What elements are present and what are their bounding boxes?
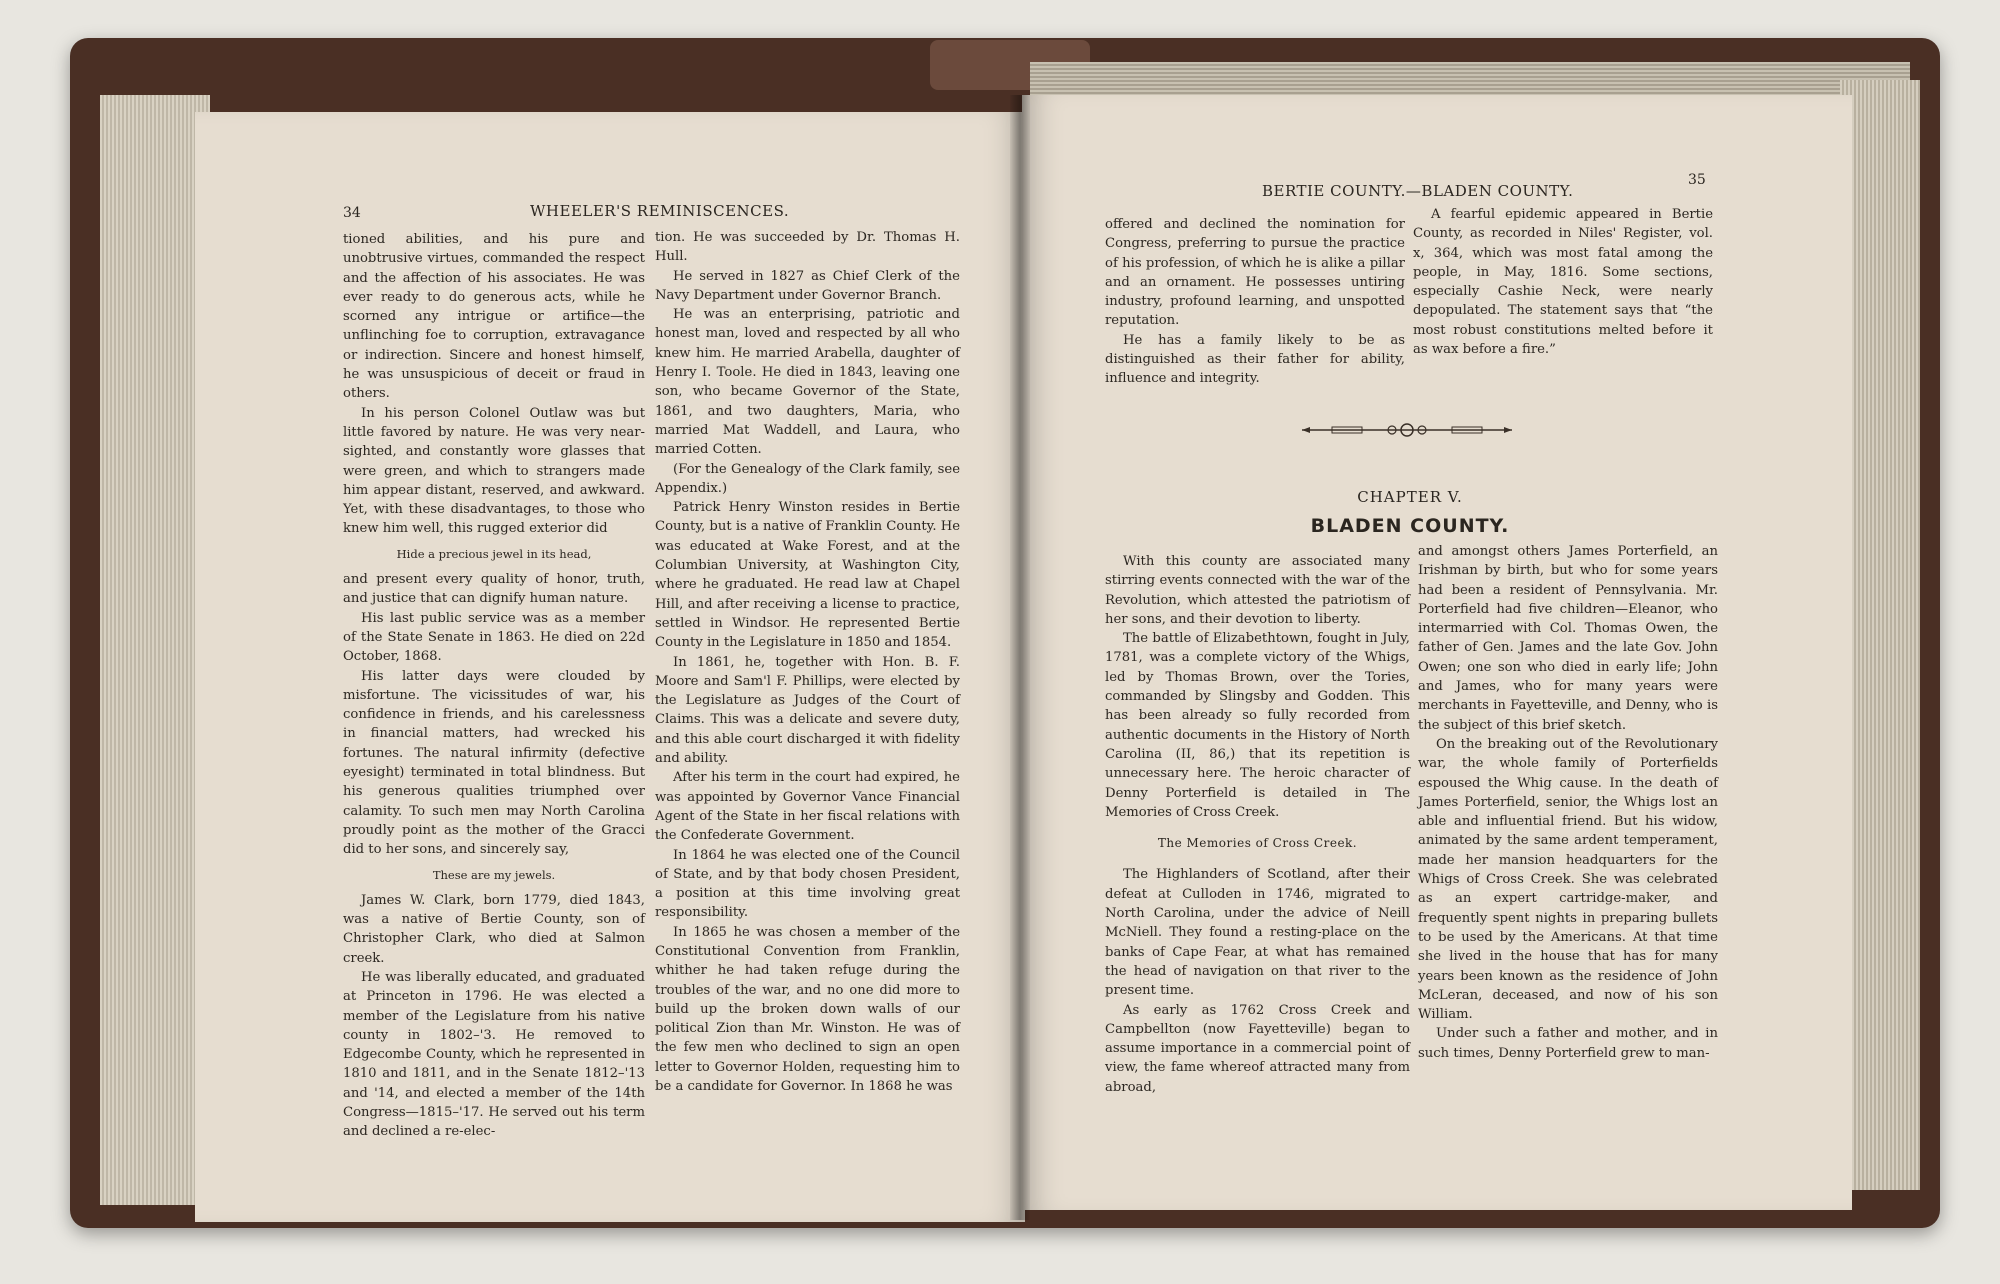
right-page-edges xyxy=(1840,80,1920,1190)
paragraph: Patrick Henry Winston resides in Bertie County, but is a native of Franklin County. He was educated at Wake Forest, and at the Columbian University, at Washington City, where he graduated. He read law at Chapel Hill, and after receiving a license to practice, settled in Windsor. He represented Bertie County in the Legislature in 1850 and 1854. xyxy=(655,500,961,651)
paragraph: He was an enterprising, patriotic and honest man, loved and respected by all who knew him. He married Arabella, daughter of Henry I. Toole. He died in 1843, leaving one son, who became Governor of the State, 1861, and two daughters, Maria, who married Mat Waddell, and Laura, who married Cotten. xyxy=(655,307,960,458)
paragraph: In 1864 he was elected one of the Council of State, and by that body chosen President, a position at this time involving great responsibility. xyxy=(655,847,960,921)
left-page-number: 34 xyxy=(343,205,361,221)
ornament-divider xyxy=(1302,420,1512,440)
paragraph: He was liberally educated, and graduated at Princeton in 1796. He was elected a member of the Legislature from his native county in 1802–'3. He removed to Edgecombe County, which he represented in 1810 and 1811, and in the Senate 1812–'13 and '14, and elected a member of the 14th Congress—1815–'17. He served out his term and declined a re-elec- xyxy=(343,969,645,1140)
right-column-1 xyxy=(1105,552,1410,1095)
left-running-head: WHEELER'S REMINISCENCES. xyxy=(530,202,790,220)
paragraph: In 1865 he was chosen a member of the Constitutional Convention from Franklin, whither he had taken refuge during the troubles of the war, and no one did more to build up the broken down walls of our political Zion than Mr. Winston. He was of the few men who declined to sign an open letter to Governor Holden, requesting him to be a candidate for Governor. In 1868 he was xyxy=(655,924,960,1095)
paragraph: tion. He was succeeded by Dr. Thomas H. Hull. xyxy=(655,230,960,265)
paragraph: The battle of Elizabethtown, fought in July, 1781, was a complete victory of the Whigs, led by Thomas Brown, over the Tories, commanded by Slingsby and Godden. This has been already so fully recorded from authentic documents in the History of North Carolina (II, 86,) that its repetition is unnecessary here. The heroic character of Denny Porterfield is detailed in The Memories of Cross Creek. xyxy=(1105,631,1410,820)
paragraph: He has a family likely to be as distinguished as their father for ability, influence and integrity. xyxy=(1105,332,1405,387)
paragraph: After his term in the court had expired, he was appointed by Governor Vance Financial Agent of the State in her fiscal relations with the Confederate Government. xyxy=(655,770,960,844)
paragraph: (For the Genealogy of the Clark family, see Appendix.) xyxy=(655,461,960,496)
right-running-head: BERTIE COUNTY.—BLADEN COUNTY. xyxy=(1262,182,1574,200)
paragraph: Under such a father and mother, and in such times, Denny Porterfield grew to man- xyxy=(1418,1026,1718,1061)
right-top-column-1 xyxy=(1105,215,1405,387)
paragraph: He served in 1827 as Chief Clerk of the Navy Department under Governor Branch. xyxy=(655,268,960,303)
paragraph: In 1861, he, together with Hon. B. F. Moore and Sam'l F. Phillips, were elected by the Legislature as Judges of the Court of Claims. This was a delicate and severe duty, and this able court discharged it with fidelity and ability. xyxy=(655,654,960,767)
left-column-2 xyxy=(655,228,961,1095)
paragraph: tioned abilities, and his pure and unobtrusive virtues, commanded the respect and the affection of his associates. He was ever ready to do generous acts, while he scorned any intrigue or artifice—the unflinching foe to corruption, extravagance or indirection. Sincere and honest himself, he was unsuspicious of deceit or fraud in others. xyxy=(343,232,645,402)
quote-line: These are my jewels. xyxy=(432,867,556,882)
right-column-2 xyxy=(1418,542,1718,1061)
paragraph: offered and declined the nomination for Congress, preferring to pursue the practice of his profession, of which he is alike a pillar and an ornament. He possesses untiring industry, profound learning, and unspotted reputation. xyxy=(1105,217,1405,329)
right-top-column-2 xyxy=(1413,205,1713,365)
paragraph: James W. Clark, born 1779, died 1843, was a native of Bertie County, son of Christopher Clark, who died at Salmon creek. xyxy=(343,892,645,966)
left-page-edges xyxy=(100,95,210,1205)
quote-line: Hide a precious jewel in its head, xyxy=(396,546,592,561)
paragraph: and present every quality of honor, truth, and justice that can dignify human nature. xyxy=(343,572,645,607)
section-subheading: The Memories of Cross Creek. xyxy=(1157,836,1358,851)
right-page-number: 35 xyxy=(1688,172,1706,188)
paragraph: On the breaking out of the Revolutionary war, the whole family of Porterfields espoused the Whig cause. In the death of James Porterfield, senior, the Whigs lost an able and influential friend. But his widow, animated by the same ardent temperament, made her mansion headquarters for the Whigs of Cross Creek. She was celebrated as an expert cartridge-maker, and frequently spent nights in preparing bullets to be used by the Americans. At that time she lived in the house that has for many years been known as the residence of John McLeran, deceased, and now of his son William. xyxy=(1418,736,1718,1023)
paragraph: In his person Colonel Outlaw was but little favored by nature. He was very near-sighted, and constantly wore glasses that were green, and which to strangers made him appear distant, reserved, and awkward. Yet, with these disadvantages, to those who knew him well, this rugged exterior did xyxy=(343,405,645,537)
book-gutter xyxy=(1010,95,1030,1220)
chapter-title: BLADEN COUNTY. xyxy=(1310,515,1510,537)
paragraph: His latter days were clouded by misfortune. The vicissitudes of war, his confidence in friends, and his carelessness in financial matters, had wrecked his fortunes. The natural infirmity (defective eyesight) terminated in total blindness. But his generous qualities triumphed over calamity. To such men may North Carolina proudly point as the mother of the Gracci did to her sons, and sincerely say, xyxy=(343,668,645,858)
paragraph: A fearful epidemic appeared in Bertie County, as recorded in Niles' Register, vol. x, 364, which was most fatal among the people, in May, 1816. Some sections, especially Cashie Neck, were nearly depopulated. The statement says that “the most robust constitutions melted before it as wax before a fire.” xyxy=(1413,207,1713,358)
paragraph: With this county are associated many stirring events connected with the war of the Revolution, which attested the patriotism of her sons, and their devotion to liberty. xyxy=(1105,554,1410,627)
paragraph: As early as 1762 Cross Creek and Campbellton (now Fayetteville) began to assume importance in a commercial point of view, the fame whereof attracted many from abroad, xyxy=(1105,1002,1410,1095)
paragraph: The Highlanders of Scotland, after their defeat at Culloden in 1746, migrated to North Carolina, under the advice of Neill McNiell. They found a resting-place on the banks of Cape Fear, at what has remained the head of navigation on that river to the present time. xyxy=(1105,867,1410,999)
paragraph: and amongst others James Porterfield, an Irishman by birth, but who for some years had been a resident of Pennsylvania. Mr. Porterfield had five children—Eleanor, who intermarried with Col. Thomas Owen, the father of Gen. James and the late Gov. John Owen; one son who died in early life; John and James, who for many years were merchants in Fayetteville, and Denny, who is the subject of this brief sketch. xyxy=(1418,544,1718,733)
paragraph: His last public service was as a member of the State Senate in 1863. He died on 22d October, 1868. xyxy=(343,610,645,665)
chapter-label: CHAPTER V. xyxy=(1357,488,1463,506)
left-column-1 xyxy=(343,230,645,1140)
